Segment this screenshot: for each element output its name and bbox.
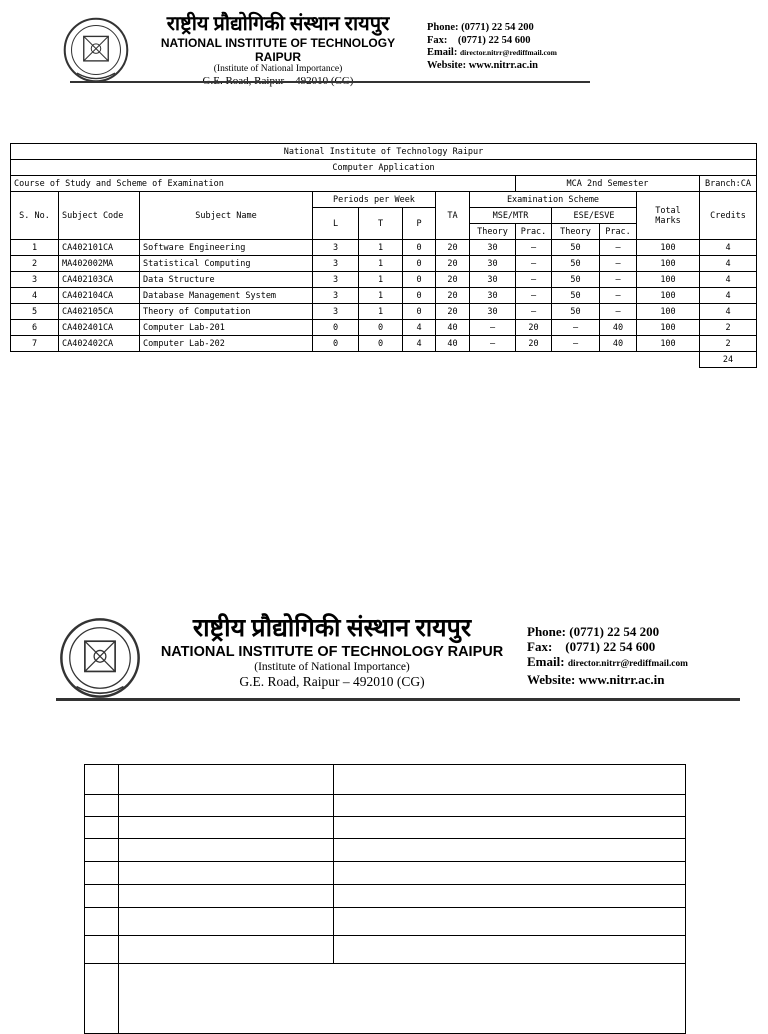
cell-name: Database Management System <box>140 288 313 304</box>
website-value: www.nitrr.ac.in <box>468 59 539 71</box>
cell-l: 3 <box>313 256 359 272</box>
cell-mse-th: 30 <box>470 272 516 288</box>
cell-ese-th: 50 <box>552 304 600 320</box>
letterhead-top <box>0 8 768 86</box>
blank-cell <box>334 795 686 817</box>
cell-t: 1 <box>359 304 403 320</box>
cell-ta: 20 <box>436 256 470 272</box>
letterhead-bottom <box>0 608 768 706</box>
table-row <box>11 336 757 352</box>
cell-mse-pr: 20 <box>516 320 552 336</box>
email-value: director.nitrr@rediffmail.com <box>459 48 557 57</box>
header-ese-theory: Theory <box>552 224 600 240</box>
cell-ese-th: 50 <box>552 256 600 272</box>
cell-mse-pr: – <box>516 288 552 304</box>
blank-cell <box>334 936 686 964</box>
blank-cell <box>334 839 686 862</box>
cell-credits: 4 <box>700 256 757 272</box>
header-credits: Credits <box>700 192 757 240</box>
cell-t: 1 <box>359 256 403 272</box>
header-periods: Periods per Week <box>313 192 436 208</box>
cell-t: 0 <box>359 336 403 352</box>
website-value: www.nitrr.ac.in <box>578 672 665 687</box>
header-rule <box>70 81 590 83</box>
cell-code: CA402401CA <box>59 320 140 336</box>
cell-credits: 4 <box>700 240 757 256</box>
cell-mse-pr: – <box>516 272 552 288</box>
table-institute-title: National Institute of Technology Raipur <box>11 144 757 160</box>
institute-address: G.E. Road, Raipur – 492010 (CG) <box>239 674 425 689</box>
institute-subtitle: (Institute of National Importance) <box>254 661 410 673</box>
cell-credits: 4 <box>700 272 757 288</box>
table-row <box>11 288 757 304</box>
phone-label: Phone: <box>427 22 459 33</box>
cell-p: 0 <box>403 240 436 256</box>
cell-sno: 6 <box>11 320 59 336</box>
table-row <box>11 304 757 320</box>
cell-name: Software Engineering <box>140 240 313 256</box>
contact-block <box>527 624 688 687</box>
header-rule <box>56 698 740 701</box>
cell-mse-th: 30 <box>470 304 516 320</box>
blank-cell <box>85 885 119 908</box>
header-sno: S. No. <box>11 192 59 240</box>
fax-label: Fax: <box>527 639 553 654</box>
header-exam-scheme: Examination Scheme <box>470 192 637 208</box>
institute-subtitle: (Institute of National Importance) <box>213 64 343 74</box>
cell-sno: 1 <box>11 240 59 256</box>
cell-code: CA402104CA <box>59 288 140 304</box>
cell-t: 1 <box>359 272 403 288</box>
cell-name: Computer Lab-202 <box>140 336 313 352</box>
phone-value: (0771) 22 54 200 <box>461 22 534 33</box>
header-l: L <box>313 208 359 240</box>
institute-seal-logo <box>62 16 130 84</box>
contact-block <box>427 22 557 72</box>
header-total: Total Marks <box>637 192 700 240</box>
cell-mse-th: 30 <box>470 288 516 304</box>
cell-total: 100 <box>637 256 700 272</box>
cell-ese-pr: – <box>600 240 637 256</box>
branch-label: Branch:CA <box>700 176 757 192</box>
table-row <box>11 240 757 256</box>
blank-cell <box>85 908 119 936</box>
cell-sno: 5 <box>11 304 59 320</box>
cell-total: 100 <box>637 272 700 288</box>
header-p: P <box>403 208 436 240</box>
blank-cell <box>334 908 686 936</box>
blank-table <box>84 764 686 1034</box>
cell-ta: 20 <box>436 288 470 304</box>
institute-seal-logo <box>56 616 144 700</box>
cell-l: 0 <box>313 320 359 336</box>
header-ese-prac: Prac. <box>600 224 637 240</box>
email-label: Email: <box>527 654 565 669</box>
cell-p: 0 <box>403 288 436 304</box>
institute-name-english: NATIONAL INSTITUTE OF TECHNOLOGY RAIPUR <box>160 36 396 64</box>
cell-p: 0 <box>403 256 436 272</box>
cell-ese-th: 50 <box>552 240 600 256</box>
blank-cell <box>119 936 334 964</box>
blank-cell <box>85 839 119 862</box>
cell-total: 100 <box>637 320 700 336</box>
cell-ta: 40 <box>436 336 470 352</box>
table-department: Computer Application <box>11 160 757 176</box>
cell-name: Theory of Computation <box>140 304 313 320</box>
cell-credits: 4 <box>700 288 757 304</box>
cell-ese-th: 50 <box>552 288 600 304</box>
header-code: Subject Code <box>59 192 140 240</box>
cell-ese-th: – <box>552 320 600 336</box>
cell-mse-th: – <box>470 336 516 352</box>
blank-cell <box>85 817 119 839</box>
email-value: director.nitrr@rediffmail.com <box>567 659 688 669</box>
header-mse: MSE/MTR <box>470 208 552 224</box>
cell-l: 3 <box>313 304 359 320</box>
cell-l: 3 <box>313 288 359 304</box>
cell-ese-pr: – <box>600 272 637 288</box>
cell-l: 3 <box>313 272 359 288</box>
phone-label: Phone: <box>527 624 566 639</box>
institute-name-hindi: राष्ट्रीय प्रौद्योगिकी संस्थान रायपुर <box>166 13 390 35</box>
blank-cell <box>119 964 686 1034</box>
cell-code: CA402402CA <box>59 336 140 352</box>
website-label: Website: <box>527 672 576 687</box>
cell-mse-pr: – <box>516 304 552 320</box>
cell-total: 100 <box>637 288 700 304</box>
blank-cell <box>334 862 686 885</box>
institute-name-english: NATIONAL INSTITUTE OF TECHNOLOGY RAIPUR <box>160 644 504 660</box>
header-t: T <box>359 208 403 240</box>
cell-t: 1 <box>359 240 403 256</box>
website-label: Website: <box>427 59 467 71</box>
cell-sno: 3 <box>11 272 59 288</box>
cell-credits: 4 <box>700 304 757 320</box>
cell-sno: 2 <box>11 256 59 272</box>
table-row <box>11 320 757 336</box>
cell-name: Statistical Computing <box>140 256 313 272</box>
table-row <box>11 256 757 272</box>
blank-cell <box>85 765 119 795</box>
cell-mse-th: 30 <box>470 256 516 272</box>
blank-cell <box>334 885 686 908</box>
cell-sno: 7 <box>11 336 59 352</box>
total-credits: 24 <box>700 352 757 368</box>
cell-name: Computer Lab-201 <box>140 320 313 336</box>
cell-mse-pr: – <box>516 240 552 256</box>
blank-cell <box>119 839 334 862</box>
cell-ese-pr: – <box>600 256 637 272</box>
fax-label: Fax: <box>427 34 448 46</box>
cell-mse-th: 30 <box>470 240 516 256</box>
blank-cell <box>85 964 119 1034</box>
cell-t: 1 <box>359 288 403 304</box>
cell-total: 100 <box>637 336 700 352</box>
cell-ese-pr: 40 <box>600 336 637 352</box>
cell-p: 0 <box>403 304 436 320</box>
fax-value: (0771) 22 54 600 <box>457 34 531 46</box>
cell-name: Data Structure <box>140 272 313 288</box>
cell-credits: 2 <box>700 320 757 336</box>
email-label: Email: <box>427 47 458 58</box>
blank-cell <box>334 765 686 795</box>
blank-cell <box>85 862 119 885</box>
cell-credits: 2 <box>700 336 757 352</box>
header-ese: ESE/ESVE <box>552 208 637 224</box>
cell-ta: 20 <box>436 304 470 320</box>
header-name: Subject Name <box>140 192 313 240</box>
phone-value: (0771) 22 54 200 <box>569 624 660 639</box>
header-mse-theory: Theory <box>470 224 516 240</box>
cell-ta: 20 <box>436 240 470 256</box>
scheme-table <box>10 143 757 368</box>
cell-p: 4 <box>403 320 436 336</box>
blank-cell <box>85 936 119 964</box>
cell-total: 100 <box>637 304 700 320</box>
blank-cell <box>119 862 334 885</box>
header-ta: TA <box>436 192 470 240</box>
cell-sno: 4 <box>11 288 59 304</box>
cell-mse-th: – <box>470 320 516 336</box>
blank-cell <box>85 795 119 817</box>
blank-cell <box>119 908 334 936</box>
blank-cell <box>119 885 334 908</box>
cell-code: CA402103CA <box>59 272 140 288</box>
cell-total: 100 <box>637 240 700 256</box>
cell-mse-pr: 20 <box>516 336 552 352</box>
blank-cell <box>119 817 334 839</box>
cell-l: 3 <box>313 240 359 256</box>
cell-ese-pr: – <box>600 288 637 304</box>
fax-value: (0771) 22 54 600 <box>565 639 656 654</box>
cell-ese-pr: – <box>600 304 637 320</box>
institute-name-hindi: राष्ट्रीय प्रौद्योगिकी संस्थान रायपुर <box>192 615 472 642</box>
blank-cell <box>119 765 334 795</box>
cell-ese-th: – <box>552 336 600 352</box>
header-mse-prac: Prac. <box>516 224 552 240</box>
cell-code: CA402101CA <box>59 240 140 256</box>
cell-ta: 40 <box>436 320 470 336</box>
cell-ta: 20 <box>436 272 470 288</box>
cell-p: 0 <box>403 272 436 288</box>
course-label: Course of Study and Scheme of Examination <box>11 176 516 192</box>
cell-t: 0 <box>359 320 403 336</box>
cell-l: 0 <box>313 336 359 352</box>
blank-cell <box>334 817 686 839</box>
blank-cell <box>119 795 334 817</box>
cell-code: MA402002MA <box>59 256 140 272</box>
cell-mse-pr: – <box>516 256 552 272</box>
semester-label: MCA 2nd Semester <box>516 176 700 192</box>
table-row <box>11 272 757 288</box>
cell-ese-pr: 40 <box>600 320 637 336</box>
cell-ese-th: 50 <box>552 272 600 288</box>
cell-code: CA402105CA <box>59 304 140 320</box>
cell-p: 4 <box>403 336 436 352</box>
